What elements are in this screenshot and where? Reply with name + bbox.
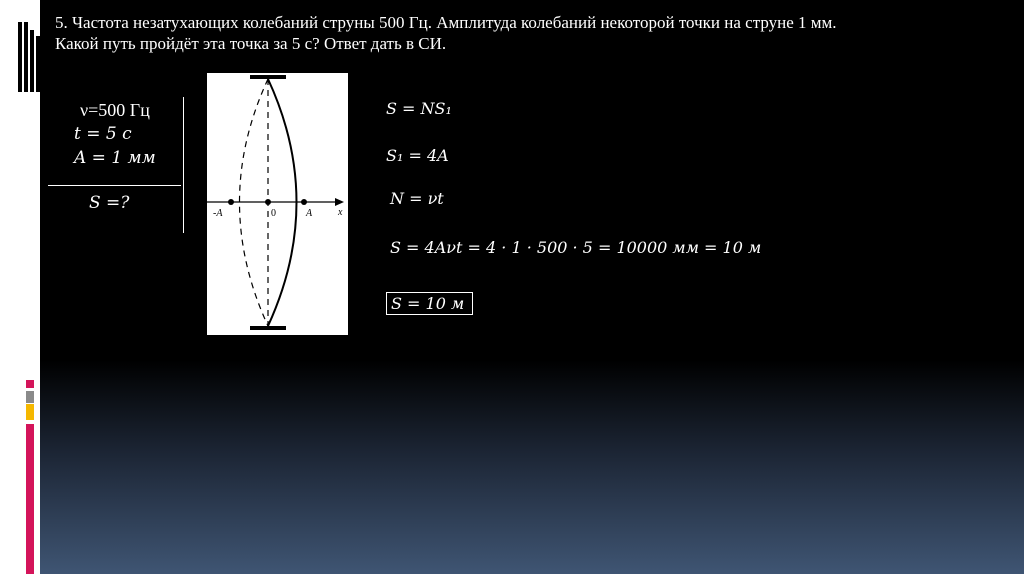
label-minus-a: -A — [213, 208, 223, 219]
point-a — [301, 199, 307, 205]
x-axis-arrow — [335, 198, 344, 206]
find-quantity: S =? — [89, 193, 130, 213]
accent-yellow — [26, 404, 34, 420]
top-clamp — [250, 75, 286, 79]
point-minus-a — [228, 199, 234, 205]
string-oscillation-figure — [207, 73, 348, 335]
formula-path-total: S = NS₁ — [386, 99, 452, 118]
accent-magenta-bottom — [26, 424, 34, 574]
formula-number-of-oscillations: N = νt — [390, 189, 444, 208]
given-divider-vertical — [183, 97, 184, 233]
given-time: t = 5 с — [74, 124, 132, 144]
label-x: x — [338, 207, 343, 218]
problem-statement — [55, 12, 985, 54]
label-a: A — [306, 208, 313, 219]
given-amplitude: A = 1 мм — [74, 148, 156, 168]
given-frequency: ν=500 Гц — [80, 100, 150, 120]
bottom-clamp — [250, 326, 286, 330]
label-zero: 0 — [271, 208, 276, 219]
formula-path-one-period: S₁ = 4A — [386, 146, 449, 165]
problem-line-1: 5. Частота незатухающих колебаний струны 500 Гц. Амплитуда колебаний некоторой точки на струне 1 мм. — [55, 13, 837, 32]
formula-calculation: S = 4Aνt = 4 · 1 · 500 · 5 = 10000 мм = 10 м — [390, 238, 762, 257]
given-divider-horizontal — [48, 185, 181, 186]
given-block — [74, 98, 156, 170]
point-zero — [265, 199, 271, 205]
accent-gray — [26, 391, 34, 403]
accent-magenta-top — [26, 380, 34, 388]
answer-box: S = 10 м — [386, 292, 473, 315]
problem-line-2: Какой путь пройдёт эта точка за 5 с? Ответ дать в СИ. — [55, 34, 447, 53]
decor-block — [18, 22, 32, 40]
